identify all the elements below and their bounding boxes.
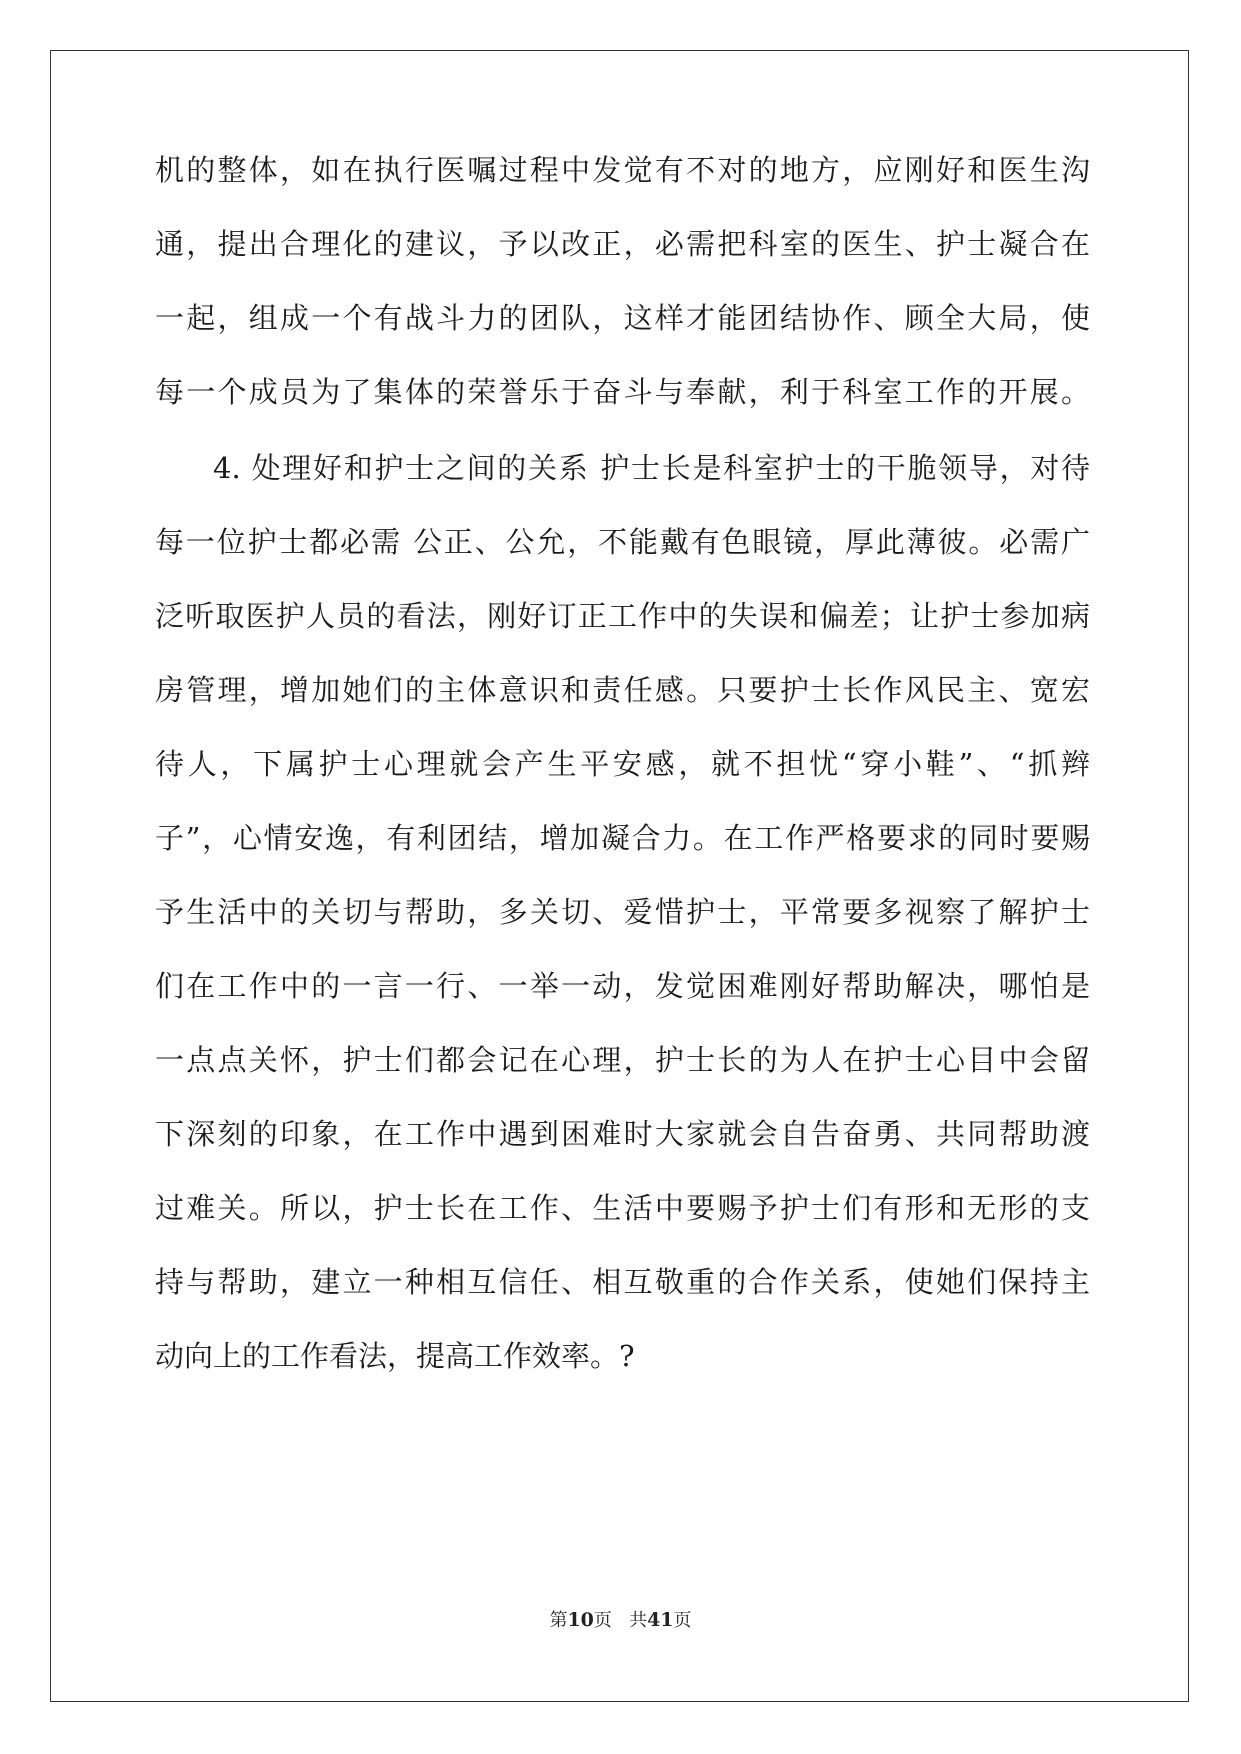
footer-page-prefix: 第	[549, 1610, 568, 1631]
paragraph-2-line-3: 泛听取医护人员的看法，刚好订正工作中的失误和偏差；让护士参加病	[155, 599, 1090, 633]
paragraph-2-line-8: 们在工作中的一言一行、一举一动，发觉困难刚好帮助解决，哪怕是	[155, 969, 1090, 1003]
page-footer	[0, 1608, 1241, 1633]
paragraph-2-line-7: 予生活中的关切与帮助，多关切、爱惜护士，平常要多视察了解护士	[155, 895, 1090, 929]
paragraph-2-line-10: 下深刻的印象，在工作中遇到困难时大家就会自告奋勇、共同帮助渡	[155, 1117, 1090, 1151]
paragraph-1-line-4: 每一个成员为了集体的荣誉乐于奋斗与奉献，利于科室工作的开展。	[155, 375, 1090, 409]
paragraph-2-line-11: 过难关。所以，护士长在工作、生活中要赐予护士们有形和无形的支	[155, 1191, 1090, 1225]
paragraph-1-line-3: 一起，组成一个有战斗力的团队，这样才能团结协作、顾全大局，使	[155, 301, 1090, 335]
footer-page-word: 页	[593, 1610, 612, 1631]
footer-total-word: 页	[673, 1610, 692, 1631]
paragraph-2-line-4: 房管理，增加她们的主体意识和责任感。只要护士长作风民主、宽宏	[155, 673, 1090, 707]
paragraph-1-line-2: 通，提出合理化的建议，予以改正，必需把科室的医生、护士凝合在	[155, 227, 1090, 261]
paragraph-2-line-9: 一点点关怀，护士们都会记在心理，护士长的为人在护士心目中会留	[155, 1043, 1090, 1077]
footer-total-prefix: 共	[629, 1610, 648, 1631]
paragraph-1-line-1: 机的整体，如在执行医嘱过程中发觉有不对的地方，应刚好和医生沟	[155, 153, 1090, 187]
paragraph-2-line-1: 4. 处理好和护士之间的关系 护士长是科室护士的干脆领导，对待	[213, 451, 1090, 485]
paragraph-2-line-6: 子”，心情安逸，有利团结，增加凝合力。在工作严格要求的同时要赐	[155, 821, 1090, 855]
footer-current-page: 10	[567, 1609, 594, 1631]
footer-total-pages: 41	[647, 1609, 674, 1631]
paragraph-2-line-13: 动向上的工作看法，提高工作效率。?	[155, 1339, 635, 1373]
paragraph-2-line-5: 待人，下属护士心理就会产生平安感，就不担忧“穿小鞋”、“抓辫	[155, 747, 1090, 781]
paragraph-2-line-2: 每一位护士都必需 公正、公允，不能戴有色眼镜，厚此薄彼。必需广	[155, 525, 1090, 559]
paragraph-2-line-12: 持与帮助，建立一种相互信任、相互敬重的合作关系，使她们保持主	[155, 1265, 1090, 1299]
